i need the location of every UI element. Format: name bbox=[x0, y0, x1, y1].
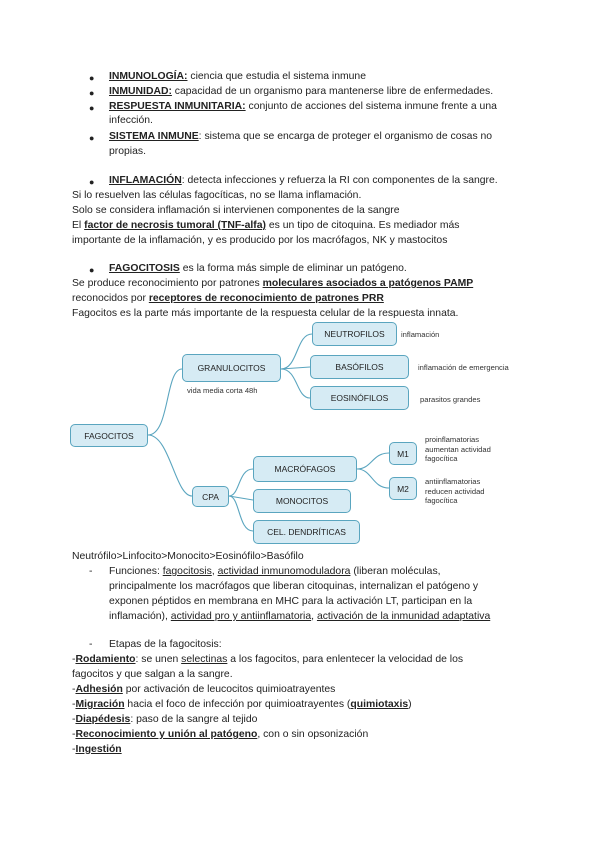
funciones-line1: Funciones: fagocitosis, actividad inmunomoduladora (liberan moléculas, bbox=[109, 566, 441, 577]
note-basofilos: inflamación de emergencia bbox=[418, 363, 509, 372]
node-basofilos: BASÓFILOS bbox=[310, 355, 409, 379]
dash-marker: - bbox=[89, 639, 93, 650]
bullet-dot: ● bbox=[89, 133, 95, 143]
etapa-migracion: -Migración hacia el foco de infección por quimioatrayentes (quimiotaxis) bbox=[72, 699, 412, 710]
note-m2: antiinflamatorias reducen actividad fagocítica bbox=[425, 477, 485, 505]
funciones-line2: principalmente los macrófagos que liberan citoquinas, internalizan el patógeno y bbox=[109, 581, 479, 592]
etapas-title: Etapas de la fagocitosis: bbox=[109, 639, 222, 650]
node-cpa: CPA bbox=[192, 486, 229, 507]
bullet-dot: ● bbox=[89, 177, 95, 187]
term: RESPUESTA INMUNITARIA: bbox=[109, 101, 246, 112]
connector bbox=[357, 453, 389, 469]
node-monocitos: MONOCITOS bbox=[253, 489, 351, 513]
fagocitosis-line3: Fagocitos es la parte más importante de la respuesta celular de la respuesta innata. bbox=[72, 308, 459, 319]
node-macrofagos: MACRÓFAGOS bbox=[253, 456, 357, 482]
etapa-reconocimiento: -Reconocimiento y unión al patógeno, con o sin opsonización bbox=[72, 729, 369, 740]
definition: conjunto de acciones del sistema inmune frente a una bbox=[245, 101, 497, 112]
term: FAGOCITOSIS bbox=[109, 263, 180, 274]
term: INFLAMACIÓN bbox=[109, 175, 182, 186]
bullet-dot: ● bbox=[89, 265, 95, 275]
def-sistema-cont: propias. bbox=[109, 146, 146, 157]
node-m2: M2 bbox=[389, 477, 417, 500]
definition: : sistema que se encarga de proteger el organismo de cosas no bbox=[198, 131, 493, 142]
cell-order: Neutrófilo>Linfocito>Monocito>Eosinófilo>Basófilo bbox=[72, 551, 304, 562]
def-respuesta-cont: infección. bbox=[109, 115, 153, 126]
funciones-line4: inflamación), actividad pro y antiinflamatoria, activación de la inmunidad adaptativa bbox=[109, 611, 491, 622]
etapa-diapedesis: -Diapédesis: paso de la sangre al tejido bbox=[72, 714, 258, 725]
term: INMUNOLOGÍA: bbox=[109, 71, 188, 82]
node-dendriticas: CEL. DENDRÍTICAS bbox=[253, 520, 360, 544]
bullet-dot: ● bbox=[89, 88, 95, 98]
etapa-ingestion: -Ingestión bbox=[72, 744, 122, 755]
node-eosinofilos: EOSINÓFILOS bbox=[310, 386, 409, 410]
inflamacion-line3: El factor de necrosis tumoral (TNF-alfa) es un tipo de citoquina. Es mediador más bbox=[72, 220, 460, 231]
term: SISTEMA INMUNE bbox=[109, 131, 199, 142]
fagocitosis-line1: Se produce reconocimiento por patrones moleculares asociados a patógenos PAMP bbox=[72, 278, 474, 289]
connector bbox=[357, 469, 389, 488]
node-m1: M1 bbox=[389, 442, 417, 465]
inflamacion-line2: Solo se considera inflamación si intervienen componentes de la sangre bbox=[72, 205, 400, 216]
note-granulocitos: vida media corta 48h bbox=[187, 386, 258, 395]
node-neutrofilos: NEUTROFILOS bbox=[312, 322, 397, 346]
connector bbox=[229, 469, 253, 496]
etapa-adhesion: -Adhesión por activación de leucocitos quimioatrayentes bbox=[72, 684, 336, 695]
funciones-line3: exponen péptidos en membrana en MHC para la activación LT, participan en la bbox=[109, 596, 473, 607]
connector bbox=[148, 369, 182, 435]
etapa-rodamiento: -Rodamiento: se unen selectinas a los fagocitos, para enlentecer la velocidad de los bbox=[72, 654, 464, 665]
inflamacion-line4: importante de la inflamación, y es producido por los macrófagos, NK y mastocitos bbox=[72, 235, 448, 246]
bullet-dot: ● bbox=[89, 73, 95, 83]
definition: ciencia que estudia el sistema inmune bbox=[187, 71, 366, 82]
def-fagocitosis: FAGOCITOSIS es la forma más simple de eliminar un patógeno. bbox=[109, 263, 407, 274]
connector bbox=[229, 496, 253, 531]
inflamacion-line1: Si lo resuelven las células fagocíticas, no se llama inflamación. bbox=[72, 190, 362, 201]
connector bbox=[281, 369, 310, 398]
fagocitosis-line2: reconocidos por receptores de reconocimiento de patrones PRR bbox=[72, 293, 384, 304]
term: INMUNIDAD: bbox=[109, 86, 172, 97]
note-neutrofilos: inflamación bbox=[401, 330, 440, 339]
connector bbox=[148, 435, 192, 496]
note-eosinofilos: parasitos grandes bbox=[420, 395, 481, 404]
node-fagocitos: FAGOCITOS bbox=[70, 424, 148, 447]
connector bbox=[281, 334, 312, 369]
node-granulocitos: GRANULOCITOS bbox=[182, 354, 281, 382]
tnf-term: factor de necrosis tumoral (TNF-alfa) bbox=[84, 220, 267, 231]
def-inflamacion: INFLAMACIÓN: detecta infecciones y refuerza la RI con componentes de la sangre. bbox=[109, 175, 498, 186]
note-m1: proinflamatorias aumentan actividad fagocítica bbox=[425, 435, 491, 463]
definition: capacidad de un organismo para mantenerse libre de enfermedades. bbox=[171, 86, 494, 97]
etapa-rodamiento-cont: fagocitos y que salgan a la sangre. bbox=[72, 669, 233, 680]
bullet-dot: ● bbox=[89, 103, 95, 113]
dash-marker: - bbox=[89, 566, 93, 577]
